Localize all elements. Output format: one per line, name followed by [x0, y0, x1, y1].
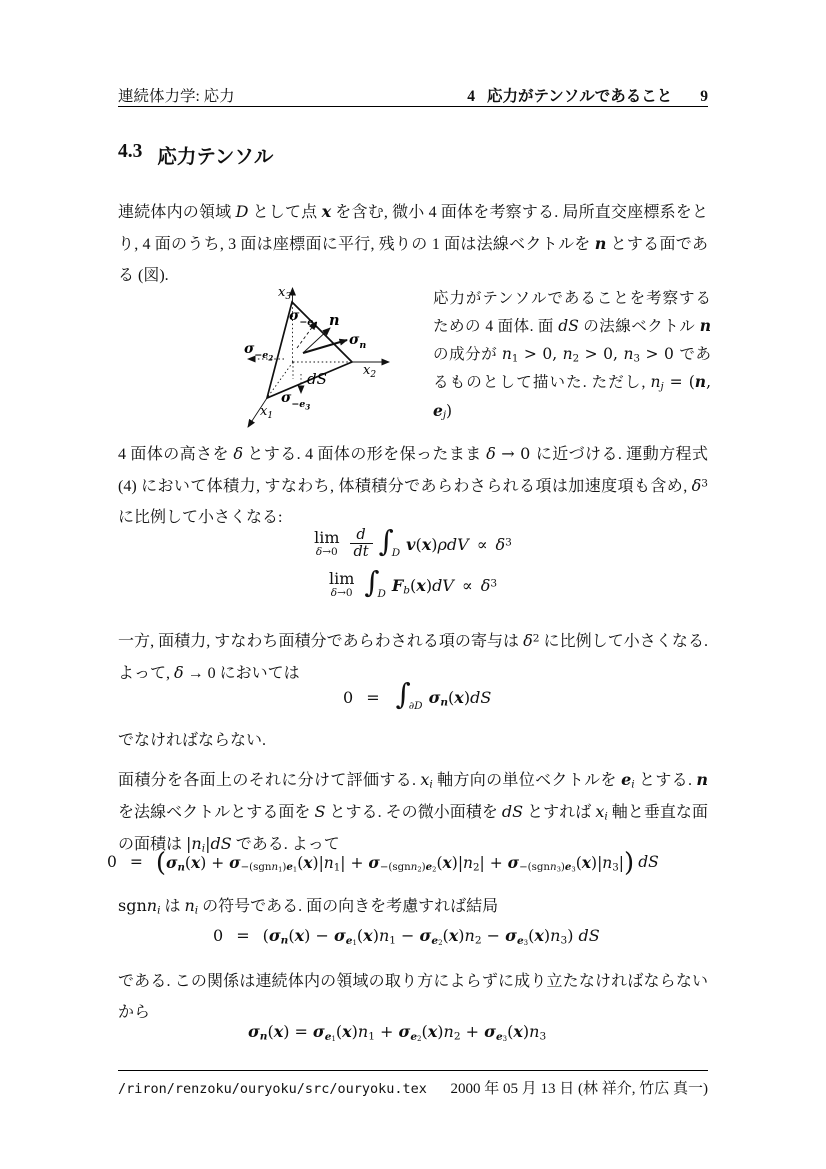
paragraph-tetra-height: 4 面体の高さを δ とする. 4 面体の形を保ったまま δ → 0 に近づける. 運動方程式 (4) において体積力, すなわち, 体積積分であらわさられる項は加速度項も含め, $\delta^3$ に比例して小さくなる: [118, 444, 708, 526]
normal-vector-label: n [329, 312, 340, 329]
footer-date-authors: 2000 年 05 月 13 日 (林 祥介, 竹広 真一) [450, 1081, 708, 1097]
paragraph-intro: 連続体内の領域 D として点 x を含む, 微小 4 面体を考察する. 局所直交座標系をとり, 4 面のうち, 3 面は座標面に平行, 残りの 1 面は法線ベクトルを n とする面である (図). [118, 202, 708, 284]
section-title: 応力テンソル [157, 147, 274, 168]
equation-bodyforce-limit: lim δ→0 ∫ D $F_b(x)dV$ ∝ $\delta^3$ [328, 565, 498, 600]
page-number: 9 [700, 88, 708, 105]
section-number: 4.3 [118, 141, 143, 162]
paragraph-evaluate-faces: 面積分を各面上のそれに分けて評価する. $x_i$ 軸方向の単位ベクトルを $e_i$ とする. n を法線ベクトルとする面を S とする. その微小面積を dS とすれば $x_i$ 軸と垂直な面の面積は $|n_i|dS$ である. よって [118, 770, 708, 855]
tetrahedron-figure [234, 279, 409, 439]
sigma-minus-e1-label: $\sigma_{-e}1$ [289, 308, 319, 330]
equation-block-limits [118, 524, 708, 602]
paragraph-sgn-note: sgnn$_i$ は $n_i$ の符号である. 面の向きを考慮すれば結局 [118, 896, 499, 917]
page-header [118, 84, 708, 106]
figure-caption: 応力がテンソルであることを考察するための 4 面体. 面 dS の法線ベクトル n の成分が $n_1 > 0$, $n_2 > 0$, $n_3 > 0$ であるものとして描いた. ただし, $n_j = (n$, $e_j$) [433, 290, 711, 422]
header-section-number: 4 [467, 88, 476, 105]
header-left-title: 連続体力学: 応力 [118, 88, 235, 105]
footer-file-path: /riron/renzoku/ouryoku/src/ouryoku.tex [118, 1081, 427, 1097]
page-footer [118, 1077, 708, 1098]
equation-face-decomposition: 0 = ( $\sigma_n(x) + \sigma_{-(sgnn_1)e_1}(x)|n_1| + \sigma_{-(sgnn_2)e_2}(x)|n_2| + \sigma_{-(sgnn_3)e_3}(x)|n_3|$ ) dS [107, 848, 659, 878]
footer-rule [118, 1070, 708, 1071]
section-heading [118, 141, 273, 169]
paragraph-surface-force: 一方, 面積力, すなわち面積分であらわされる項の寄与は $\delta^2$ に比例して小さくなる. よって, δ → 0 においては [118, 631, 708, 682]
x1-axis-label: $x_1$ [260, 404, 274, 421]
header-rule [118, 106, 708, 107]
equation-momentum-limit: lim δ→0 $\frac{d}{dt}$ ∫ D v(x)ρdV ∝ $\delta^3$ [314, 524, 512, 560]
paragraph-must-hold: でなければならない. [118, 732, 267, 749]
header-right-title: 応力がテンソルであること [487, 88, 673, 105]
x2-axis-label: $x_2$ [363, 363, 377, 380]
sigma-n-label: $\sigma_n$ [349, 332, 367, 351]
paragraph-independence: である. この関係は連続体内の領域の取り方によらずに成り立たなければならないから [118, 973, 708, 1021]
dS-label: dS [307, 370, 327, 388]
x3-axis-label: $x_3$ [278, 285, 292, 302]
equation-signed-decomposition: 0 = $(\sigma_n(x) - \sigma_{e_1}(x)n_1 - \sigma_{e_2}(x)n_2 - \sigma_{e_3}(x)n_3)$ dS [213, 926, 600, 948]
sigma-minus-e2-label: $\sigma_{-e}2$ [244, 341, 274, 363]
sigma-minus-e3-label: $\sigma_{-e}3$ [281, 390, 311, 412]
equation-surface-integral-zero: 0 = ∫ ∂D $\sigma_n(x)dS$ [343, 677, 492, 712]
equation-stress-tensor-result: $\sigma_n(x)$ = $\sigma_{e_1}(x)n_1 + \sigma_{e_2}(x)n_2 + \sigma_{e_3}(x)n_3$ [248, 1022, 547, 1044]
